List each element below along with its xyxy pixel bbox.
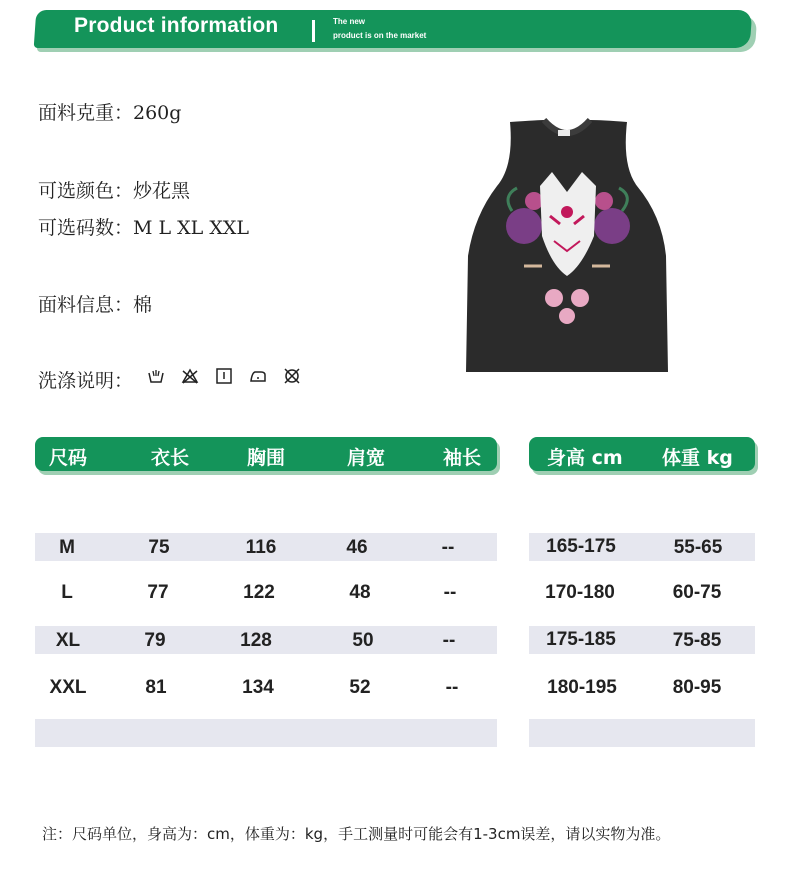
shoulder-cell: 46 <box>346 537 368 558</box>
sleeve-cell: -- <box>441 537 455 558</box>
chest-cell: 122 <box>243 582 275 603</box>
care-icons <box>147 367 301 385</box>
chest-cell: 134 <box>242 677 274 698</box>
care-label: 洗涤说明： <box>38 370 134 392</box>
header-chest: 胸围 <box>247 447 286 469</box>
height-cell: 165-175 <box>546 536 616 557</box>
length-cell: 77 <box>147 582 169 603</box>
length-cell: 79 <box>144 630 166 651</box>
header-shoulder: 肩宽 <box>347 447 386 469</box>
no-dry-clean-icon <box>283 367 301 385</box>
height-cell: 170-180 <box>545 582 615 603</box>
height-cell: 180-195 <box>547 677 617 698</box>
chest-cell: 116 <box>245 537 277 558</box>
size-cell: M <box>59 537 75 558</box>
weight-cell: 75-85 <box>672 630 722 651</box>
length-cell: 81 <box>145 677 167 698</box>
fit-table-header <box>529 437 755 471</box>
header-height: 身高 cm <box>547 447 623 469</box>
fabric-info: 面料信息：棉 <box>38 294 153 316</box>
header-size: 尺码 <box>49 447 88 469</box>
weight-cell: 55-65 <box>673 537 723 558</box>
fabric-weight: 面料克重：260g <box>38 102 182 124</box>
size-table-header <box>35 437 497 471</box>
sleeve-cell: -- <box>442 630 456 651</box>
shoulder-cell: 50 <box>352 630 374 651</box>
shoulder-cell: 52 <box>349 677 371 698</box>
available-sizes: 可选码数：M L XL XXL <box>38 217 250 239</box>
banner-subtitle-line1: The new <box>333 17 366 26</box>
size-cell: XXL <box>49 677 87 698</box>
length-cell: 75 <box>148 537 170 558</box>
sleeve-cell: -- <box>443 582 457 603</box>
measurement-note: 注：尺码单位，身高为：cm，体重为：kg，手工测量时可能会有1-3cm误差，请以实物为准。 <box>42 825 671 843</box>
height-cell: 175-185 <box>546 629 616 650</box>
hand-wash-icon <box>147 367 165 385</box>
no-bleach-icon <box>181 367 199 385</box>
size-cell: L <box>61 582 73 603</box>
weight-cell: 60-75 <box>672 582 722 603</box>
header-sleeve: 袖长 <box>443 447 482 469</box>
weight-cell: 80-95 <box>672 677 722 698</box>
banner-divider <box>312 20 315 42</box>
fit-row-bg <box>529 719 755 747</box>
banner-subtitle-line2: product is on the market <box>333 31 427 40</box>
available-colors: 可选颜色：炒花黑 <box>38 180 191 202</box>
chest-cell: 128 <box>240 630 272 651</box>
header-weight: 体重 kg <box>662 447 733 469</box>
banner-title: Product information <box>74 14 279 37</box>
sleeve-cell: -- <box>445 677 459 698</box>
header-length: 衣长 <box>151 447 190 469</box>
size-cell: XL <box>55 630 81 651</box>
iron-low-icon <box>249 367 267 385</box>
tank-top-image <box>462 116 672 378</box>
size-row-bg <box>35 719 497 747</box>
shoulder-cell: 48 <box>349 582 371 603</box>
tumble-dry-icon <box>215 367 233 385</box>
